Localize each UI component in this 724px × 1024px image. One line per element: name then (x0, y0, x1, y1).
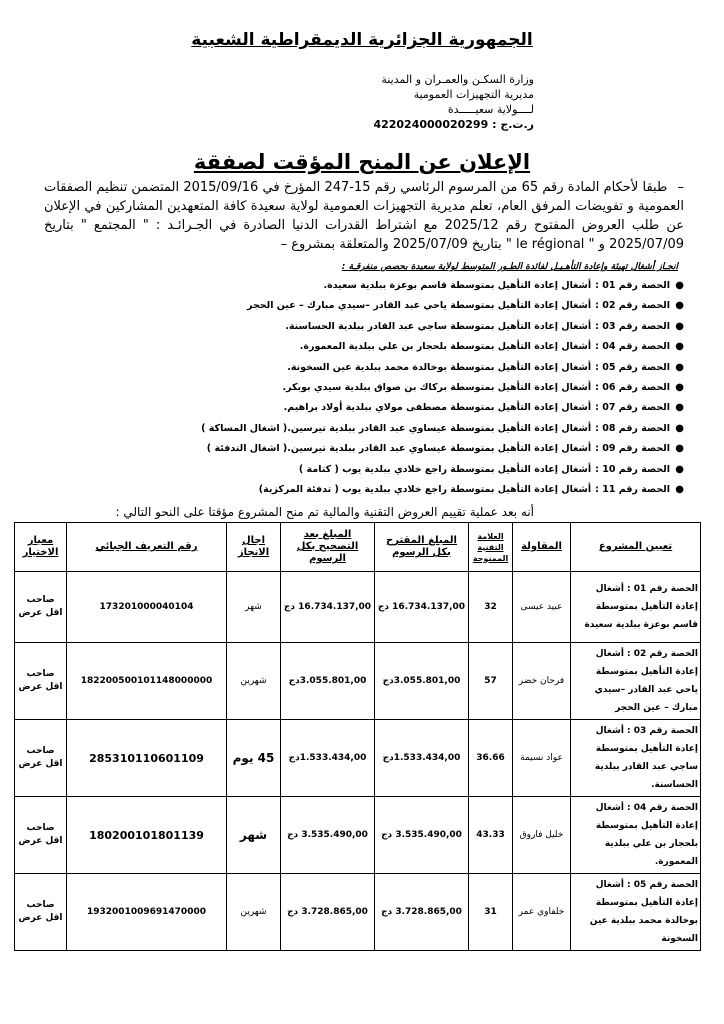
lots-list (124, 276, 684, 500)
cell-proposed-amount: 3.055.801,00دج (375, 643, 469, 720)
cell-fiscal-id: 180200101801139 (67, 797, 227, 874)
cell-criterion: صاحب اقل عرض (15, 720, 67, 797)
bullet-icon: ● (675, 422, 684, 434)
project-heading: انجـاز أشغال تهيئة وإعادة التأهـيـل لفائدة الطـور المتوسط لولاية سعيدة بحصص منفرقـة : (341, 262, 678, 272)
list-item: ● الحصة رقم 02 :أشغال إعادة التأهيل بمتوسطة ياحي عبد القادر –سيدي مبارك – عين الحجر (124, 296, 684, 316)
list-item: ● الحصة رقم 07 :أشغال إعادة التأهيل بمتوسطة مصطفى مولاي ببلدية أولاد براهيم. (124, 398, 684, 418)
republic-header: الجمهورية الجزائرية الديمقراطية الشعبية (191, 30, 533, 50)
header-delay: اجال الانجاز (227, 523, 281, 572)
cell-project: الحصة رقم 02 : أشغال إعادة التأهيل بمتوسطة ياحي عبد القادر –سيدي مبارك – عين الحجر (571, 643, 701, 720)
header-corrected-amount: المبلغ بعد التصحيح بكل الرسوم (281, 523, 375, 572)
header-project: تعيين المشروع (571, 523, 701, 572)
cell-proposed-amount: 3.728.865,00 دج (375, 874, 469, 951)
cell-contractor: فرحان خضر (513, 643, 571, 720)
cell-contractor: خليل فاروق (513, 797, 571, 874)
list-item: ● الحصة رقم 10 :أشغال إعادة التأهيل بمتوسطة راجع خلادي ببلدية يوب ( كتامة ) (124, 460, 684, 480)
ministry-line: وزارة السكـن والعمـران و المدينة (381, 73, 534, 86)
list-item: ● الحصة رقم 01 :أشغال إعادة التأهيل بمتوسطة قاسم بوعزة ببلدية سعيدة. (124, 276, 684, 296)
intro-text: طبقا لأحكام المادة رقم 65 من المرسوم الرئاسي رقم 15-247 المؤرخ في 2015/09/16 المتضمن تنظيم الصفقات العمومية و تفويضات المرفق العام، تعلم مديرية التجهيزات العمومية لولاية سعيدة كافة المتعهدين المشاركين في الإعلان عن طلب العروض المفتوح رقم 2025/12 مع اشتراط القدرات الدنيا الصادرة في الجـرائـد : " المجتمع " بتاريخ 2025/07/09 و " le régional " بتاريخ 2025/07/09 والمتعلقة بمشروع – (44, 180, 684, 252)
header-technical-mark: العلامة التقنية الممنوحة (469, 523, 513, 572)
cell-delay: شهرين (227, 874, 281, 951)
bullet-icon: ● (675, 381, 684, 393)
table-row (15, 874, 701, 951)
cell-corrected-amount: 16.734.137,00 دج (281, 572, 375, 643)
cell-project: الحصة رقم 05 : أشغال إعادة التأهيل بمتوسطة بوخالدة محمد ببلدية عين السخونة (571, 874, 701, 951)
reference-line (274, 117, 534, 132)
list-item: ● الحصة رقم 08 :أشغال إعادة التأهيل بمتوسطة عيساوي عبد القادر ببلدية تيرسين.( اشغال المساكة ) (124, 419, 684, 439)
bullet-icon: ● (675, 463, 684, 475)
cell-contractor: خلفاوي عمر (513, 874, 571, 951)
cell-project: الحصة رقم 01 : أشغال إعادة التأهيل بمتوسطة قاسم بوعزة ببلدية سعيدة (571, 572, 701, 643)
cell-criterion: صاحب اقل عرض (15, 874, 67, 951)
list-item: ● الحصة رقم 03 :أشغال إعادة التأهيل بمتوسطة ساجي عبد القادر ببلدية الحساسنة. (124, 317, 684, 337)
cell-delay: 45 يوم (227, 720, 281, 797)
table-row (15, 720, 701, 797)
cell-corrected-amount: 1.533.434,00دج (281, 720, 375, 797)
announcement-title: الإعلان عن المنح المؤقت لصفقة (193, 150, 531, 174)
cell-delay: شهر (227, 572, 281, 643)
bullet-icon: ● (675, 320, 684, 332)
bullet-icon: ● (675, 443, 684, 455)
wilaya-line: لــــولاية سعيـــــدة (447, 103, 534, 116)
reference-number: 422024000020299 (373, 118, 489, 131)
issuer-block (274, 72, 534, 132)
list-item: ● الحصة رقم 06 :أشغال إعادة التأهيل بمتوسطة بركاك بن صواق ببلدية سيدي بوبكر. (124, 378, 684, 398)
cell-delay: شهرين (227, 643, 281, 720)
list-item: ● الحصة رقم 05 :أشغال إعادة التأهيل بمتوسطة بوخالدة محمد ببلدية عين السخونة. (124, 358, 684, 378)
header-fiscal-id: رقم التعريف الجبائي (67, 523, 227, 572)
list-item: ● الحصة رقم 09 :أشغال إعادة التأهيل بمتوسطة عيساوي عبد القادر ببلدية تيرسين.( اشغال التدفئة ) (124, 439, 684, 459)
table-row (15, 797, 701, 874)
header-proposed-amount: المبلغ المقترح بكل الرسوم (375, 523, 469, 572)
cell-corrected-amount: 3.535.490,00 دج (281, 797, 375, 874)
cell-mark: 36.66 (469, 720, 513, 797)
cell-contractor: عواد نسيمة (513, 720, 571, 797)
bullet-icon: ● (675, 300, 684, 312)
cell-corrected-amount: 3.055.801,00دج (281, 643, 375, 720)
cell-mark: 31 (469, 874, 513, 951)
cell-project: الحصة رقم 04 : أشغال إعادة التأهيل بمتوسطة بلحجار بن علي ببلدية المعمورة. (571, 797, 701, 874)
cell-mark: 32 (469, 572, 513, 643)
cell-fiscal-id: 182200500101148000000 (67, 643, 227, 720)
cell-proposed-amount: 3.535.490,00 دج (375, 797, 469, 874)
cell-corrected-amount: 3.728.865,00 دج (281, 874, 375, 951)
reference-label: ر.ت.ج : (492, 118, 534, 131)
cell-criterion: صاحب اقل عرض (15, 572, 67, 643)
cell-project: الحصة رقم 03 : أشغال إعادة التأهيل بمتوسطة ساجي عبد القادر ببلدية الحساسنة. (571, 720, 701, 797)
list-item: ● الحصة رقم 11 :أشغال إعادة التأهيل بمتوسطة راجع خلادي ببلدية يوب ( تدفئة المركزية) (124, 480, 684, 500)
cell-fiscal-id: 173201000040104 (67, 572, 227, 643)
evaluation-statement: أنه بعد عملية تقييم العروض التقنية والمالية تم منح المشروع مؤقتا على النحو التالي : (115, 505, 534, 519)
cell-fiscal-id: 1932001009691470000 (67, 874, 227, 951)
cell-mark: 57 (469, 643, 513, 720)
table-header-row (15, 523, 701, 572)
header-contractor: المقاولة (513, 523, 571, 572)
cell-criterion: صاحب اقل عرض (15, 643, 67, 720)
cell-proposed-amount: 1.533.434,00دج (375, 720, 469, 797)
bullet-icon: ● (675, 402, 684, 414)
table-row (15, 643, 701, 720)
cell-proposed-amount: 16.734.137,00 دج (375, 572, 469, 643)
bullet-icon: ● (675, 280, 684, 291)
cell-fiscal-id: 285310110601109 (67, 720, 227, 797)
cell-mark: 43.33 (469, 797, 513, 874)
cell-criterion: صاحب اقل عرض (15, 797, 67, 874)
bullet-icon: ● (675, 361, 684, 373)
cell-delay: شهر (227, 797, 281, 874)
bullet-icon: ● (675, 483, 684, 495)
intro-paragraph (44, 178, 684, 254)
directorate-line: مديرية التجهيزات العمومية (413, 88, 534, 101)
award-table (14, 522, 701, 951)
header-criterion: معيار الاختيار (15, 523, 67, 572)
bullet-icon: ● (675, 341, 684, 353)
cell-contractor: عبيد عيسى (513, 572, 571, 643)
intro-bullet: – (677, 180, 685, 195)
table-row (15, 572, 701, 643)
list-item: ● الحصة رقم 04 :أشغال إعادة التأهيل بمتوسطة بلحجار بن علي ببلدية المعمورة. (124, 337, 684, 357)
